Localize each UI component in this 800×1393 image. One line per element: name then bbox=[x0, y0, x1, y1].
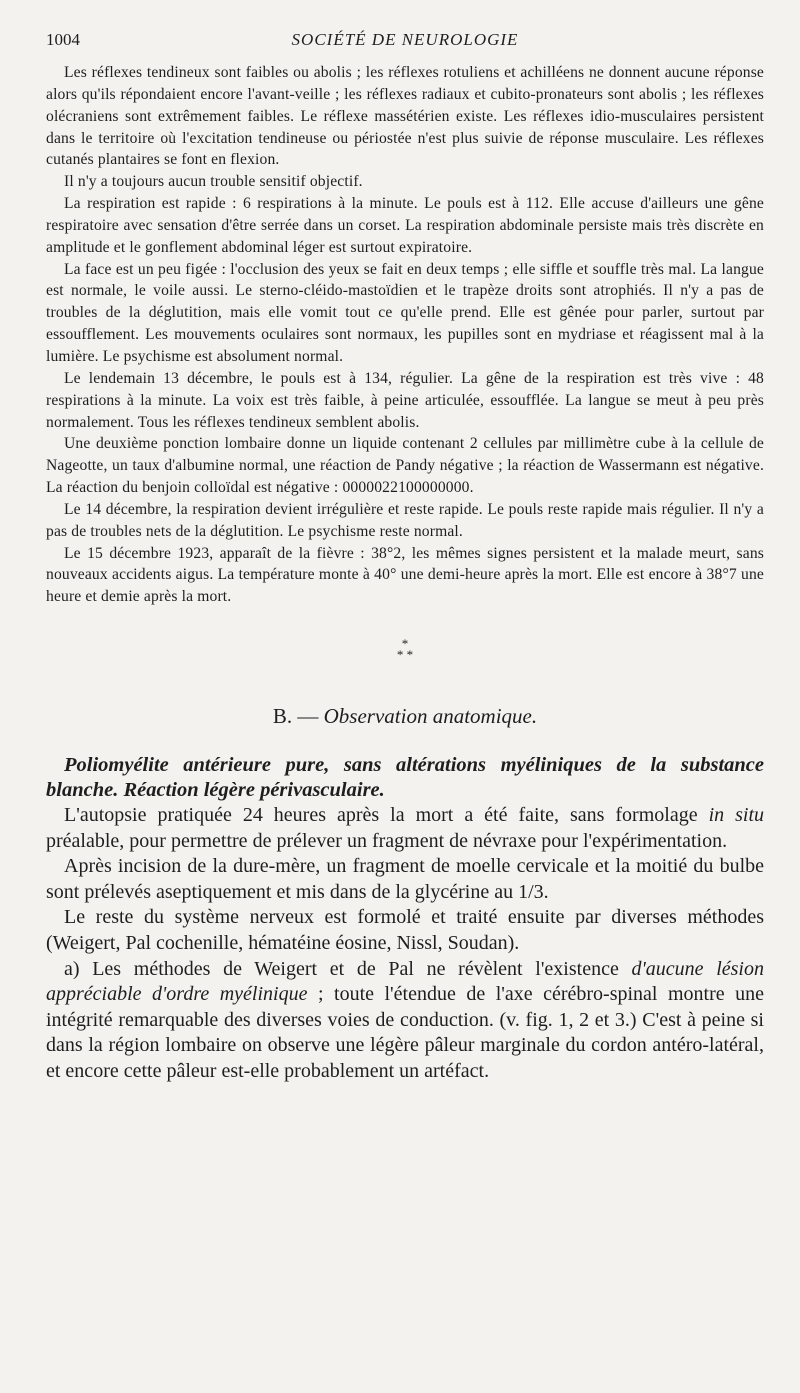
section-title: Observation anatomique. bbox=[323, 704, 538, 729]
asterism-divider bbox=[46, 636, 764, 663]
italic-run: d'aucune lésion appréciable d'ordre myélinique bbox=[46, 957, 764, 1006]
text-run: a) Les méthodes de Weigert et de Pal ne révèlent l'existence bbox=[64, 957, 632, 980]
paragraph bbox=[46, 803, 764, 854]
page-header bbox=[46, 28, 764, 62]
text-run: ; toute l'étendue de l'axe cérébro-spinal montre une intégrité remarquable des diverses voies de conduction. (v. fig. 1, 2 et 3.) C'est à peine si dans la région lombaire on observe une légère pâleur marginale du cordon antéro-latéral, et encore cette pâleur est-elle probablement un artéfact. bbox=[46, 983, 764, 1083]
text-run: L'autopsie pratiquée 24 heures après la mort a été faite, sans formolage bbox=[64, 804, 709, 827]
paragraph: Le 15 décembre 1923, apparaît de la fièvre : 38°2, les mêmes signes persistent et la malade meurt, sans nouveaux accidents aigus. La température monte à 40° une demi-heure après la mort. Elle est encore à 38°7 une heure et demie après la mort. bbox=[46, 544, 764, 606]
paragraph: La face est un peu figée : l'occlusion des yeux se fait en deux temps ; elle siffle et souffle très mal. La langue est normale, le voile aussi. Le sterno-cléido-mastoïdien et le trapèze droits sont atrophiés. Il n'y a pas de troubles de la déglutition, mais elle vomit tout ce qu'elle prend. Elle est gênée pour parler, surtout par essoufflement. Les mouvements oculaires sont normaux, les pupilles sont en mydriase et réagissent mal à la lumière. Le psychisme est absolument normal. bbox=[46, 260, 764, 365]
paragraph: La respiration est rapide : 6 respirations à la minute. Le pouls est à 112. Elle accuse d'ailleurs une gêne respiratoire avec sensation d'être serrée dans un corset. La respiration abdominale persiste mais très discrète en amplitude et le gonflement abdominal léger est surtout expiratoire. bbox=[46, 195, 764, 256]
paragraph: Il n'y a toujours aucun trouble sensitif objectif. bbox=[64, 173, 363, 191]
anatomical-observation bbox=[46, 803, 764, 1085]
italic-run: in situ bbox=[708, 804, 765, 827]
paragraph: Le 14 décembre, la respiration devient irrégulière et reste rapide. Le pouls reste rapide mais régulier. Il n'y a pas de troubles nets de la déglutition. Le psychisme reste normal. bbox=[46, 500, 764, 540]
asterism-top: * bbox=[401, 636, 409, 652]
running-title: SOCIÉTÉ DE NEUROLOGIE bbox=[291, 30, 519, 49]
page-number: 1004 bbox=[46, 30, 80, 49]
paragraph bbox=[46, 957, 764, 1085]
paragraph: Les réflexes tendineux sont faibles ou abolis ; les réflexes rotuliens et achilléens ne donnent aucune réponse alors qu'ils répondaient encore l'avant-veille ; les réflexes radiaux et cubito-pronateurs sont abolis ; les réflexes olécraniens sont extrêmement faibles. Le réflexe massétérien existe. Les réflexes idio-musculaires persistent dans le territoire où l'excitation tendineuse ou périostée n'est plus suivie de réponse musculaire. Les réflexes cutanés plantaires se font en flexion. bbox=[46, 64, 764, 169]
section-letter: B. bbox=[272, 704, 293, 729]
section-heading bbox=[46, 704, 764, 729]
paragraph: Après incision de la dure-mère, un fragment de moelle cervicale et la moitié du bulbe sont prélevés aseptiquement et mis dans de la glycérine au 1/3. bbox=[46, 855, 764, 903]
paragraph: Une deuxième ponction lombaire donne un liquide contenant 2 cellules par millimètre cube à la cellule de Nageotte, un taux d'albumine normal, une réaction de Pandy négative ; la réaction de Wassermann est négative. La réaction du benjoin colloïdal est négative : 0000022100000000. bbox=[46, 435, 764, 497]
text-run: préalable, pour permettre de prélever un fragment de névraxe pour l'expérimentation. bbox=[46, 829, 728, 852]
page bbox=[46, 28, 764, 1085]
section-dash: — bbox=[297, 704, 319, 729]
asterism-bottom: * * bbox=[396, 647, 414, 663]
paragraph: Le lendemain 13 décembre, le pouls est à 134, régulier. La gêne de la respiration est très vive : 48 respirations à la minute. La voix est très faible, à peine articulée, essoufflée. La langue se meut à peu près normalement. Tous les réflexes tendineux semblent abolis. bbox=[46, 369, 764, 431]
section-subtitle: Poliomyélite antérieure pure, sans altérations myéliniques de la substance blanche. Réaction légère périvasculaire. bbox=[46, 754, 764, 802]
paragraph: Le reste du système nerveux est formolé et traité ensuite par diverses méthodes (Weigert, Pal cochenille, hématéine éosine, Nissl, Soudan). bbox=[46, 906, 764, 955]
clinical-observation bbox=[46, 62, 764, 608]
